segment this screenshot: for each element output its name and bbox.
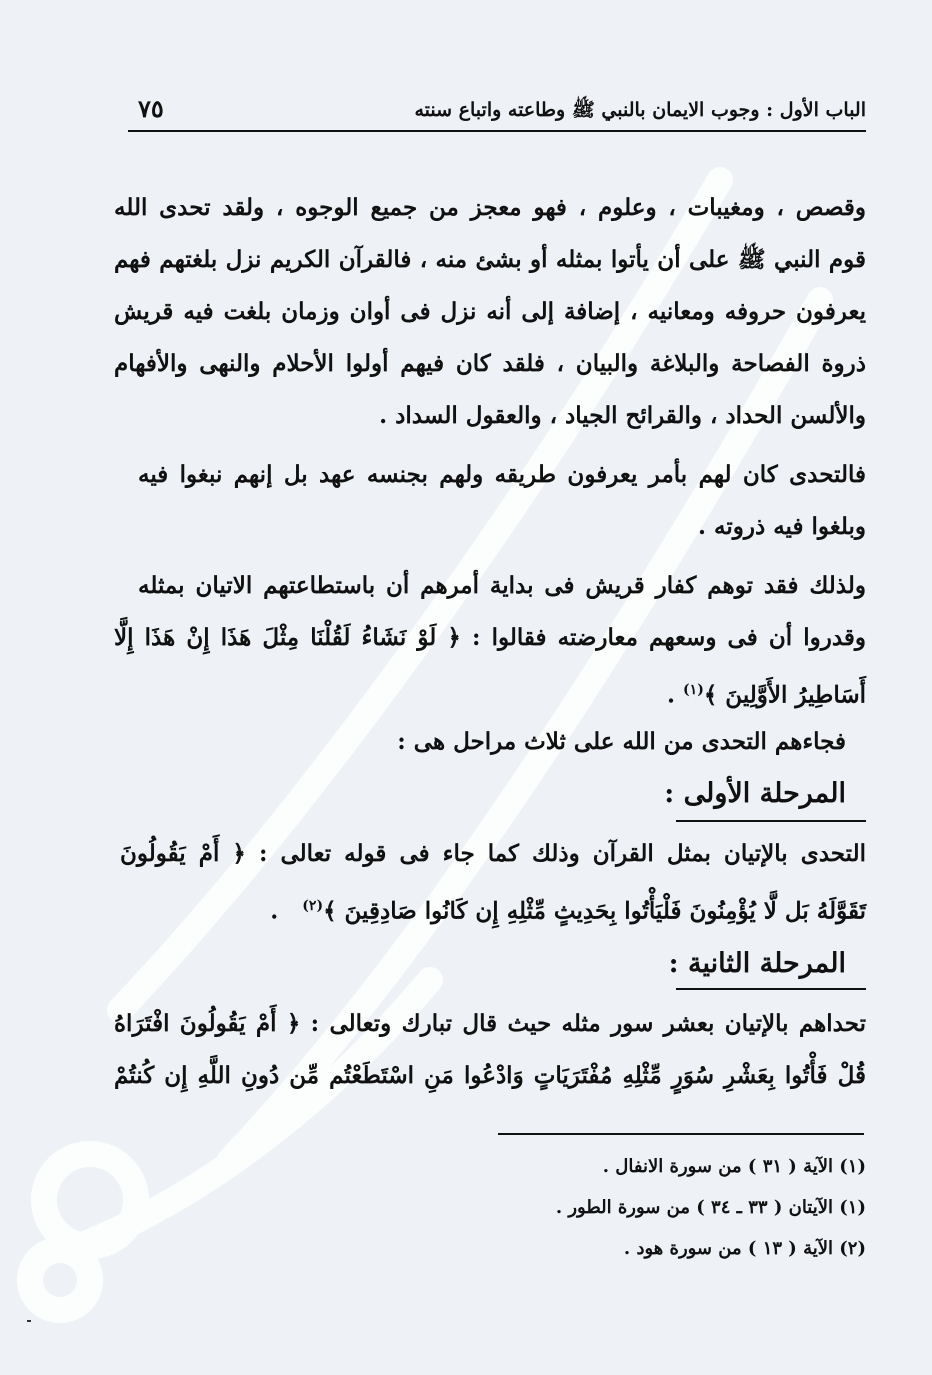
body-line: يعرفون حروفه ومعانيه ، إضافة إلى أنه نزل فى أوان وزمان بلغت فيه قريش	[114, 298, 866, 325]
quran-verse: ﴿ أَمْ يَقُولُونَ	[120, 840, 246, 867]
body-text: .	[667, 681, 676, 709]
scan-speck	[27, 1320, 31, 1322]
body-line: وقصص ، ومغيبات ، وعلوم ، فهو معجز من جميع الوجوه ، ولقد تحدى الله	[114, 194, 866, 221]
running-title: الباب الأول : وجوب الايمان بالنبي ﷺ وطاعته واتباع سنته	[414, 99, 866, 121]
body-line: ذروة الفصاحة والبلاغة والبيان ، فلقد كان فيهم أولوا الأحلام والنهى والأفهام	[114, 350, 866, 377]
body-line: قُلْ فَأْتُوا بِعَشْرِ سُوَرٍ مِّثْلِهِ مُفْتَرَيَاتٍ وَادْعُوا مَنِ اسْتَطَعْتُم مِّن دُونِ اللَّهِ إِن كُنتُمْ	[114, 1062, 866, 1089]
heading-underline	[676, 820, 866, 822]
page-number: ٧٥	[138, 94, 164, 123]
quran-verse: ﴿ لَوْ نَشَاءُ لَقُلْنَا مِثْلَ هَذَا إِنْ هَذَا إِلَّا	[114, 624, 461, 651]
body-line: فجاءهم التحدى من الله على ثلاث مراحل هى :	[397, 728, 846, 755]
body-text: .	[270, 897, 279, 925]
body-line-with-verse	[114, 1004, 866, 1044]
body-text: التحدى بالإتيان بمثل القرآن وذلك كما جاء فى قوله تعالى :	[258, 840, 866, 867]
body-text: وقدروا أن فى وسعهم معارضته فقالوا :	[471, 624, 866, 651]
section-heading: المرحلة الثانية :	[668, 948, 846, 979]
footnote-ref: (١)	[683, 682, 704, 698]
body-text: تحداهم بالإتيان بعشر سور مثله حيث قال تبارك وتعالى :	[310, 1010, 866, 1037]
running-header	[128, 94, 866, 134]
section-heading: المرحلة الأولى :	[664, 778, 846, 809]
footnote: (٢) الآية ( ١٣ ) من سورة هود .	[623, 1238, 866, 1259]
heading-underline	[676, 988, 866, 990]
body-line-with-verse	[120, 834, 866, 874]
body-line: والألسن الحداد ، والقرائح الجياد ، والعقول السداد .	[379, 402, 866, 429]
quran-verse: أَسَاطِيرُ الأَوَّلِينَ ﴾	[703, 681, 866, 709]
footnote: (١) الآية ( ٣١ ) من سورة الانفال .	[602, 1156, 866, 1177]
body-line: قوم النبي ﷺ على أن يأتوا بمثله أو بشئ منه ، فالقرآن الكريم نزل بلغتهم فهم	[114, 246, 866, 273]
body-line: وبلغوا فيه ذروته .	[698, 513, 866, 540]
body-line-with-verse	[114, 886, 866, 932]
body-line: فالتحدى كان لهم بأمر يعرفون طريقه ولهم بجنسه عهد بل إنهم نبغوا فيه	[138, 461, 866, 488]
header-rule	[128, 130, 866, 132]
footnote-rule	[498, 1133, 864, 1135]
body-line-with-verse	[114, 618, 866, 658]
body-line: ولذلك فقد توهم كفار قريش فى بداية أمرهم أن باستطاعتهم الاتيان بمثله	[138, 572, 866, 599]
quran-verse: ﴿ أَمْ يَقُولُونَ افْتَرَاهُ	[114, 1010, 301, 1037]
footnote: (١) الآيتان ( ٣٣ ـ ٣٤ ) من سورة الطور .	[555, 1197, 866, 1218]
quran-verse: تَقَوَّلَهُ بَل لَّا يُؤْمِنُونَ فَلْيَأْتُوا بِحَدِيثٍ مِّثْلِهِ إِن كَانُوا صَادِقِينَ ﴾	[323, 897, 866, 925]
footnote-ref: (٢)	[302, 898, 324, 914]
body-line-with-verse	[114, 670, 866, 716]
